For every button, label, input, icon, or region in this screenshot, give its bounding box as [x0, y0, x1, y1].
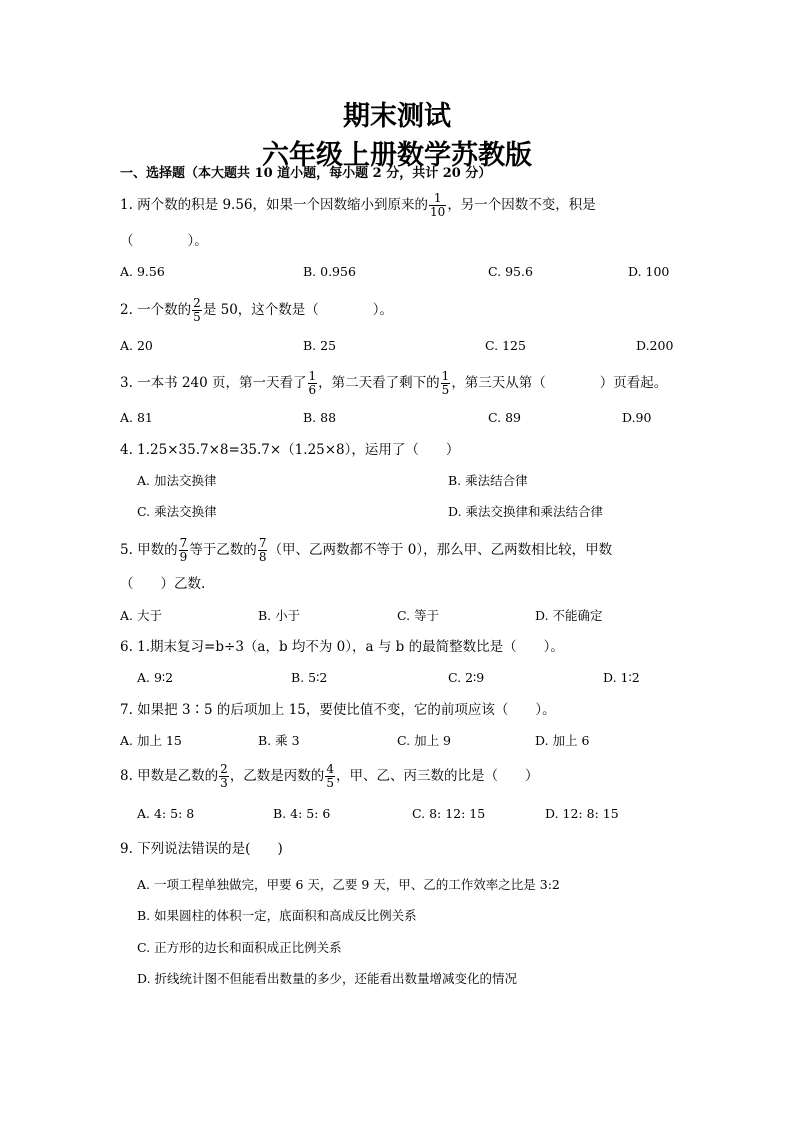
- q1-text-post: ，另一个因数不变，积是: [447, 197, 596, 213]
- q8-option-d: D. 12: 8: 15: [545, 806, 619, 821]
- q5-fraction-1: [179, 537, 189, 564]
- q2-option-c: C. 125: [485, 338, 526, 353]
- q2-fraction: [192, 297, 202, 324]
- q1-frac-num: 1: [429, 192, 446, 206]
- q9-option-b: B. 如果圆柱的体积一定，底面积和高成反比例关系: [137, 908, 417, 923]
- q7-option-d: D. 加上 6: [535, 733, 590, 748]
- question-2-stem: [120, 297, 393, 324]
- q8-text-pre: 8. 甲数是乙数的: [120, 768, 219, 784]
- q2-option-b: B. 25: [303, 338, 337, 353]
- question-7-stem: 7. 如果把 3∶5 的后项加上 15，要使比值不变，它的前项应该（ ）。: [120, 702, 556, 718]
- q8-frac2-num: 4: [326, 762, 334, 776]
- q5-answer-blank: （ ）乙数.: [120, 576, 206, 592]
- q5-option-c: C. 等于: [397, 608, 440, 623]
- q4-option-b: B. 乘法结合律: [448, 473, 528, 488]
- q1-answer-blank: （ ）。: [120, 233, 208, 249]
- q5-option-a: A. 大于: [120, 608, 162, 623]
- question-4-stem: 4. 1.25×35.7×8=35.7×（1.25×8），运用了（ ）: [120, 442, 460, 458]
- q8-frac1-den: 3: [220, 776, 228, 790]
- q2-frac-num: 2: [193, 296, 201, 310]
- q8-frac1-num: 2: [220, 762, 228, 776]
- q7-option-b: B. 乘 3: [258, 733, 300, 748]
- question-1-stem: [120, 192, 596, 219]
- q4-option-a: A. 加法交换律: [137, 473, 217, 488]
- question-8-stem: [120, 763, 538, 790]
- q7-option-a: A. 加上 15: [120, 733, 182, 748]
- q8-frac2-den: 5: [326, 776, 334, 790]
- q9-option-a: A. 一项工程单独做完，甲要 6 天，乙要 9 天，甲、乙的工作效率之比是 3:2: [137, 877, 560, 892]
- q3-frac2-num: 1: [441, 369, 450, 383]
- q1-option-c: C. 95.6: [488, 264, 533, 279]
- q1-option-d: D. 100: [628, 264, 670, 279]
- q8-option-c: C. 8: 12: 15: [412, 806, 486, 821]
- exam-title: 期末测试: [343, 101, 451, 132]
- question-3-stem: [120, 370, 667, 397]
- q8-option-b: B. 4: 5: 6: [273, 806, 331, 821]
- q1-option-b: B. 0.956: [303, 264, 356, 279]
- q5-frac2-num: 7: [258, 536, 267, 550]
- q5-frac1-den: 9: [179, 550, 188, 564]
- q5-text-pre: 5. 甲数的: [120, 542, 178, 558]
- q9-option-d: D. 折线统计图不但能看出数量的多少，还能看出数量增减变化的情况: [137, 971, 518, 986]
- q5-option-d: D. 不能确定: [535, 608, 603, 623]
- q8-option-a: A. 4: 5: 8: [137, 806, 195, 821]
- q5-option-b: B. 小于: [258, 608, 301, 623]
- q8-text-mid: ，乙数是丙数的: [229, 768, 325, 784]
- question-6-stem: 6. 1.期末复习=b÷3（a，b 均不为 0），a 与 b 的最简整数比是（ ）。: [120, 639, 564, 655]
- q1-option-a: A. 9.56: [120, 264, 165, 279]
- q8-fraction-2: [325, 763, 335, 790]
- q3-fraction-2: [441, 370, 451, 397]
- q6-option-c: C. 2∶9: [448, 670, 485, 685]
- q8-text-post: ，甲、乙、丙三数的比是（ ）: [335, 768, 539, 784]
- question-9-stem: 9. 下列说法错误的是( ): [120, 841, 283, 857]
- q5-text-mid: 等于乙数的: [189, 542, 257, 558]
- q6-option-d: D. 1∶2: [603, 670, 640, 685]
- q3-frac2-den: 5: [441, 383, 450, 397]
- q2-text-post: 是 50，这个数是（ ）。: [202, 302, 394, 318]
- q5-frac2-den: 8: [258, 550, 267, 564]
- q3-frac1-den: 6: [308, 383, 317, 397]
- q2-option-a: A. 20: [120, 338, 153, 353]
- q2-text-pre: 2. 一个数的: [120, 302, 192, 318]
- q3-fraction-1: [308, 370, 318, 397]
- q3-option-c: C. 89: [488, 410, 521, 425]
- q3-frac1-num: 1: [308, 369, 317, 383]
- q3-text-post: ，第三天从第（ ）页看起。: [451, 375, 668, 391]
- q2-frac-den: 5: [193, 310, 201, 324]
- q3-option-d: D.90: [622, 410, 652, 425]
- q1-fraction: [429, 192, 446, 219]
- q6-option-b: B. 5∶2: [291, 670, 328, 685]
- q5-fraction-2: [258, 537, 268, 564]
- q3-option-a: A. 81: [120, 410, 153, 425]
- q5-frac1-num: 7: [179, 536, 188, 550]
- q4-option-d: D. 乘法交换律和乘法结合律: [448, 504, 604, 519]
- q6-option-a: A. 9∶2: [137, 670, 174, 685]
- q4-option-c: C. 乘法交换律: [137, 504, 217, 519]
- q1-frac-den: 10: [430, 205, 446, 219]
- q5-text-post: （甲、乙两数都不等于 0），那么甲、乙两数相比较，甲数: [268, 542, 613, 558]
- exam-subtitle: 六年级上册数学苏教版: [262, 140, 532, 171]
- q8-fraction-1: [219, 763, 229, 790]
- q3-text-pre: 3. 一本书 240 页，第一天看了: [120, 375, 307, 391]
- q9-option-c: C. 正方形的边长和面积成正比例关系: [137, 940, 342, 955]
- q7-option-c: C. 加上 9: [397, 733, 451, 748]
- question-5-stem: [120, 537, 612, 564]
- q2-option-d: D.200: [636, 338, 674, 353]
- q1-text-pre: 1. 两个数的积是 9.56，如果一个因数缩小到原来的: [120, 197, 429, 213]
- q3-text-mid: ，第二天看了剩下的: [318, 375, 440, 391]
- section-heading: 一、选择题（本大题共 10 道小题，每小题 2 分，共计 20 分）: [120, 166, 492, 181]
- q3-option-b: B. 88: [303, 410, 337, 425]
